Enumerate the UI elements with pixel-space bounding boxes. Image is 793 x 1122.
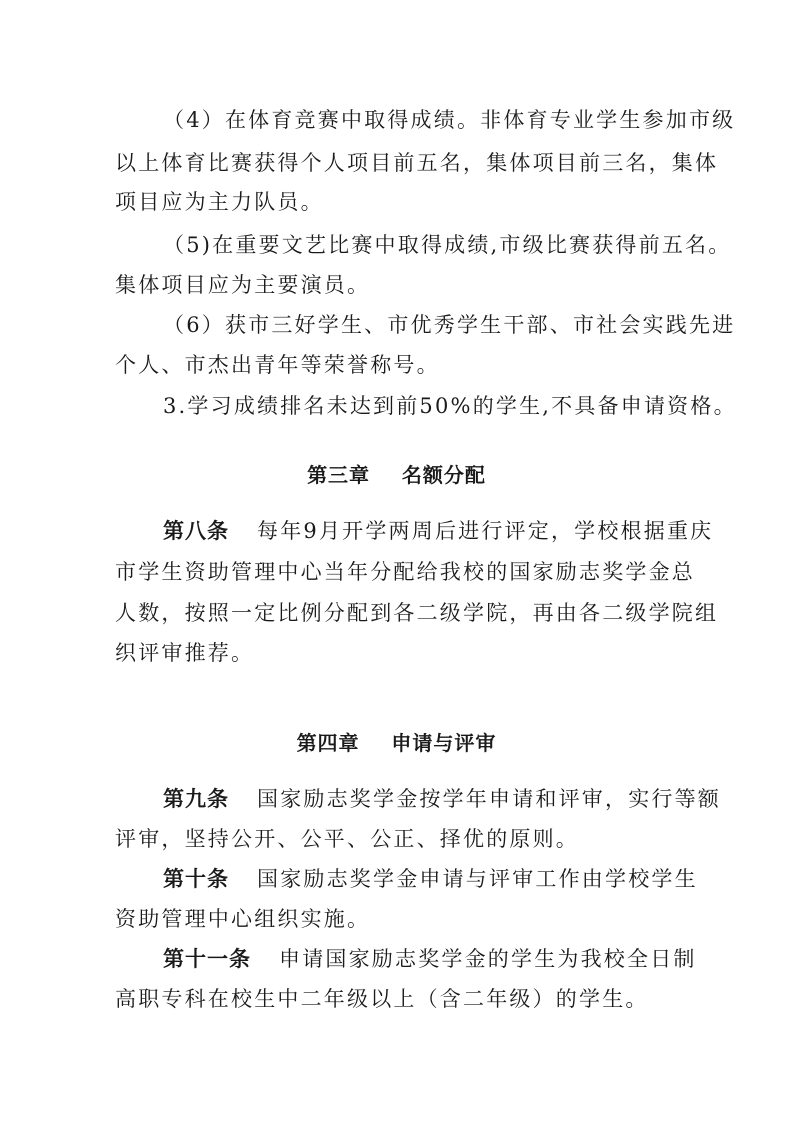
article-10-line-1 (163, 864, 698, 894)
article-8-line-3: 人数，按照一定比例分配到各二级学院，再由各二级学院组 (115, 601, 719, 625)
paragraph-4-line-1: （4）在体育竞赛中取得成绩。非体育专业学生参加市级 (163, 108, 736, 132)
article-8-line-2: 市学生资助管理中心当年分配给我校的国家励志奖学金总 (115, 560, 695, 584)
article-9-text-1: 国家励志奖学金按学年申请和评审，实行等额 (257, 787, 721, 811)
article-8-text-1: 每年9月开学两周后进行评定，学校根据重庆 (257, 519, 714, 543)
article-9-line-1 (163, 784, 721, 814)
article-10-line-2: 资助管理中心组织实施。 (115, 907, 371, 931)
article-8-line-4: 织评审推荐。 (115, 641, 255, 665)
paragraph-5-line-2: 集体项目应为主要演员。 (115, 273, 371, 297)
article-11-line-2: 高职专科在校生中二年级以上（含二年级）的学生。 (115, 987, 649, 1011)
chapter-4-heading: 第四章 申请与评审 (296, 731, 497, 755)
paragraph-4-line-2: 以上体育比赛获得个人项目前五名，集体项目前三名，集体 (115, 151, 719, 175)
paragraph-6-line-1: （6）获市三好学生、市优秀学生干部、市社会实践先进 (163, 313, 736, 337)
paragraph-4-line-3: 项目应为主力队员。 (115, 190, 324, 214)
article-9-label: 第九条 (163, 787, 229, 811)
article-11-line-1 (163, 944, 697, 974)
paragraph-6-line-2: 个人、市杰出青年等荣誉称号。 (115, 353, 440, 377)
item-3-text: 3.学习成绩排名未达到前50%的学生,不具备申请资格。 (163, 394, 737, 418)
article-8-label: 第八条 (163, 519, 229, 543)
chapter-3-heading: 第三章 名额分配 (307, 463, 486, 487)
article-11-label: 第十一条 (163, 947, 251, 971)
article-10-label: 第十条 (163, 867, 229, 891)
paragraph-5-line-1: （5)在重要文艺比赛中取得成绩,市级比赛获得前五名。 (163, 233, 732, 257)
article-8-line-1 (163, 516, 714, 546)
article-10-text-1: 国家励志奖学金申请与评审工作由学校学生 (257, 867, 698, 891)
article-11-text-1: 申请国家励志奖学金的学生为我校全日制 (279, 947, 697, 971)
article-9-line-2: 评审，坚持公开、公平、公正、择优的原则。 (115, 827, 579, 851)
